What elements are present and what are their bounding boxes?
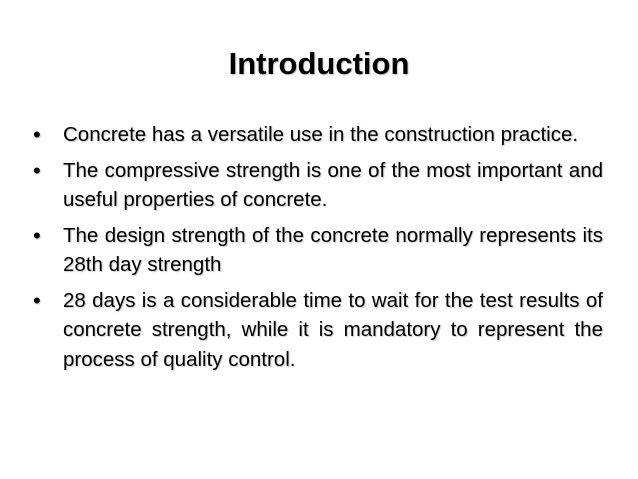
bullet-item	[33, 221, 603, 280]
bullet-list	[33, 120, 603, 380]
slide-title: Introduction	[228, 46, 410, 81]
bullet-item	[33, 120, 603, 150]
bullet-item	[33, 156, 603, 215]
bullet-dot-icon: •	[33, 122, 41, 147]
bullet-dot-icon: •	[33, 287, 41, 313]
bullet-item	[33, 286, 603, 375]
bullet-text: The compressive strength is one of the most important and useful properties of concrete.	[63, 158, 603, 211]
bullet-dot-icon: •	[33, 157, 41, 183]
bullet-text: 28 days is a considerable time to wait for the test results of concrete strength, while it is mandatory to represent the process of quality control.	[63, 288, 603, 371]
bullet-text: The design strength of the concrete normally represents its 28th day strength	[63, 223, 603, 276]
bullet-dot-icon: •	[33, 222, 41, 248]
bullet-text: Concrete has a versatile use in the construction practice.	[63, 123, 579, 146]
